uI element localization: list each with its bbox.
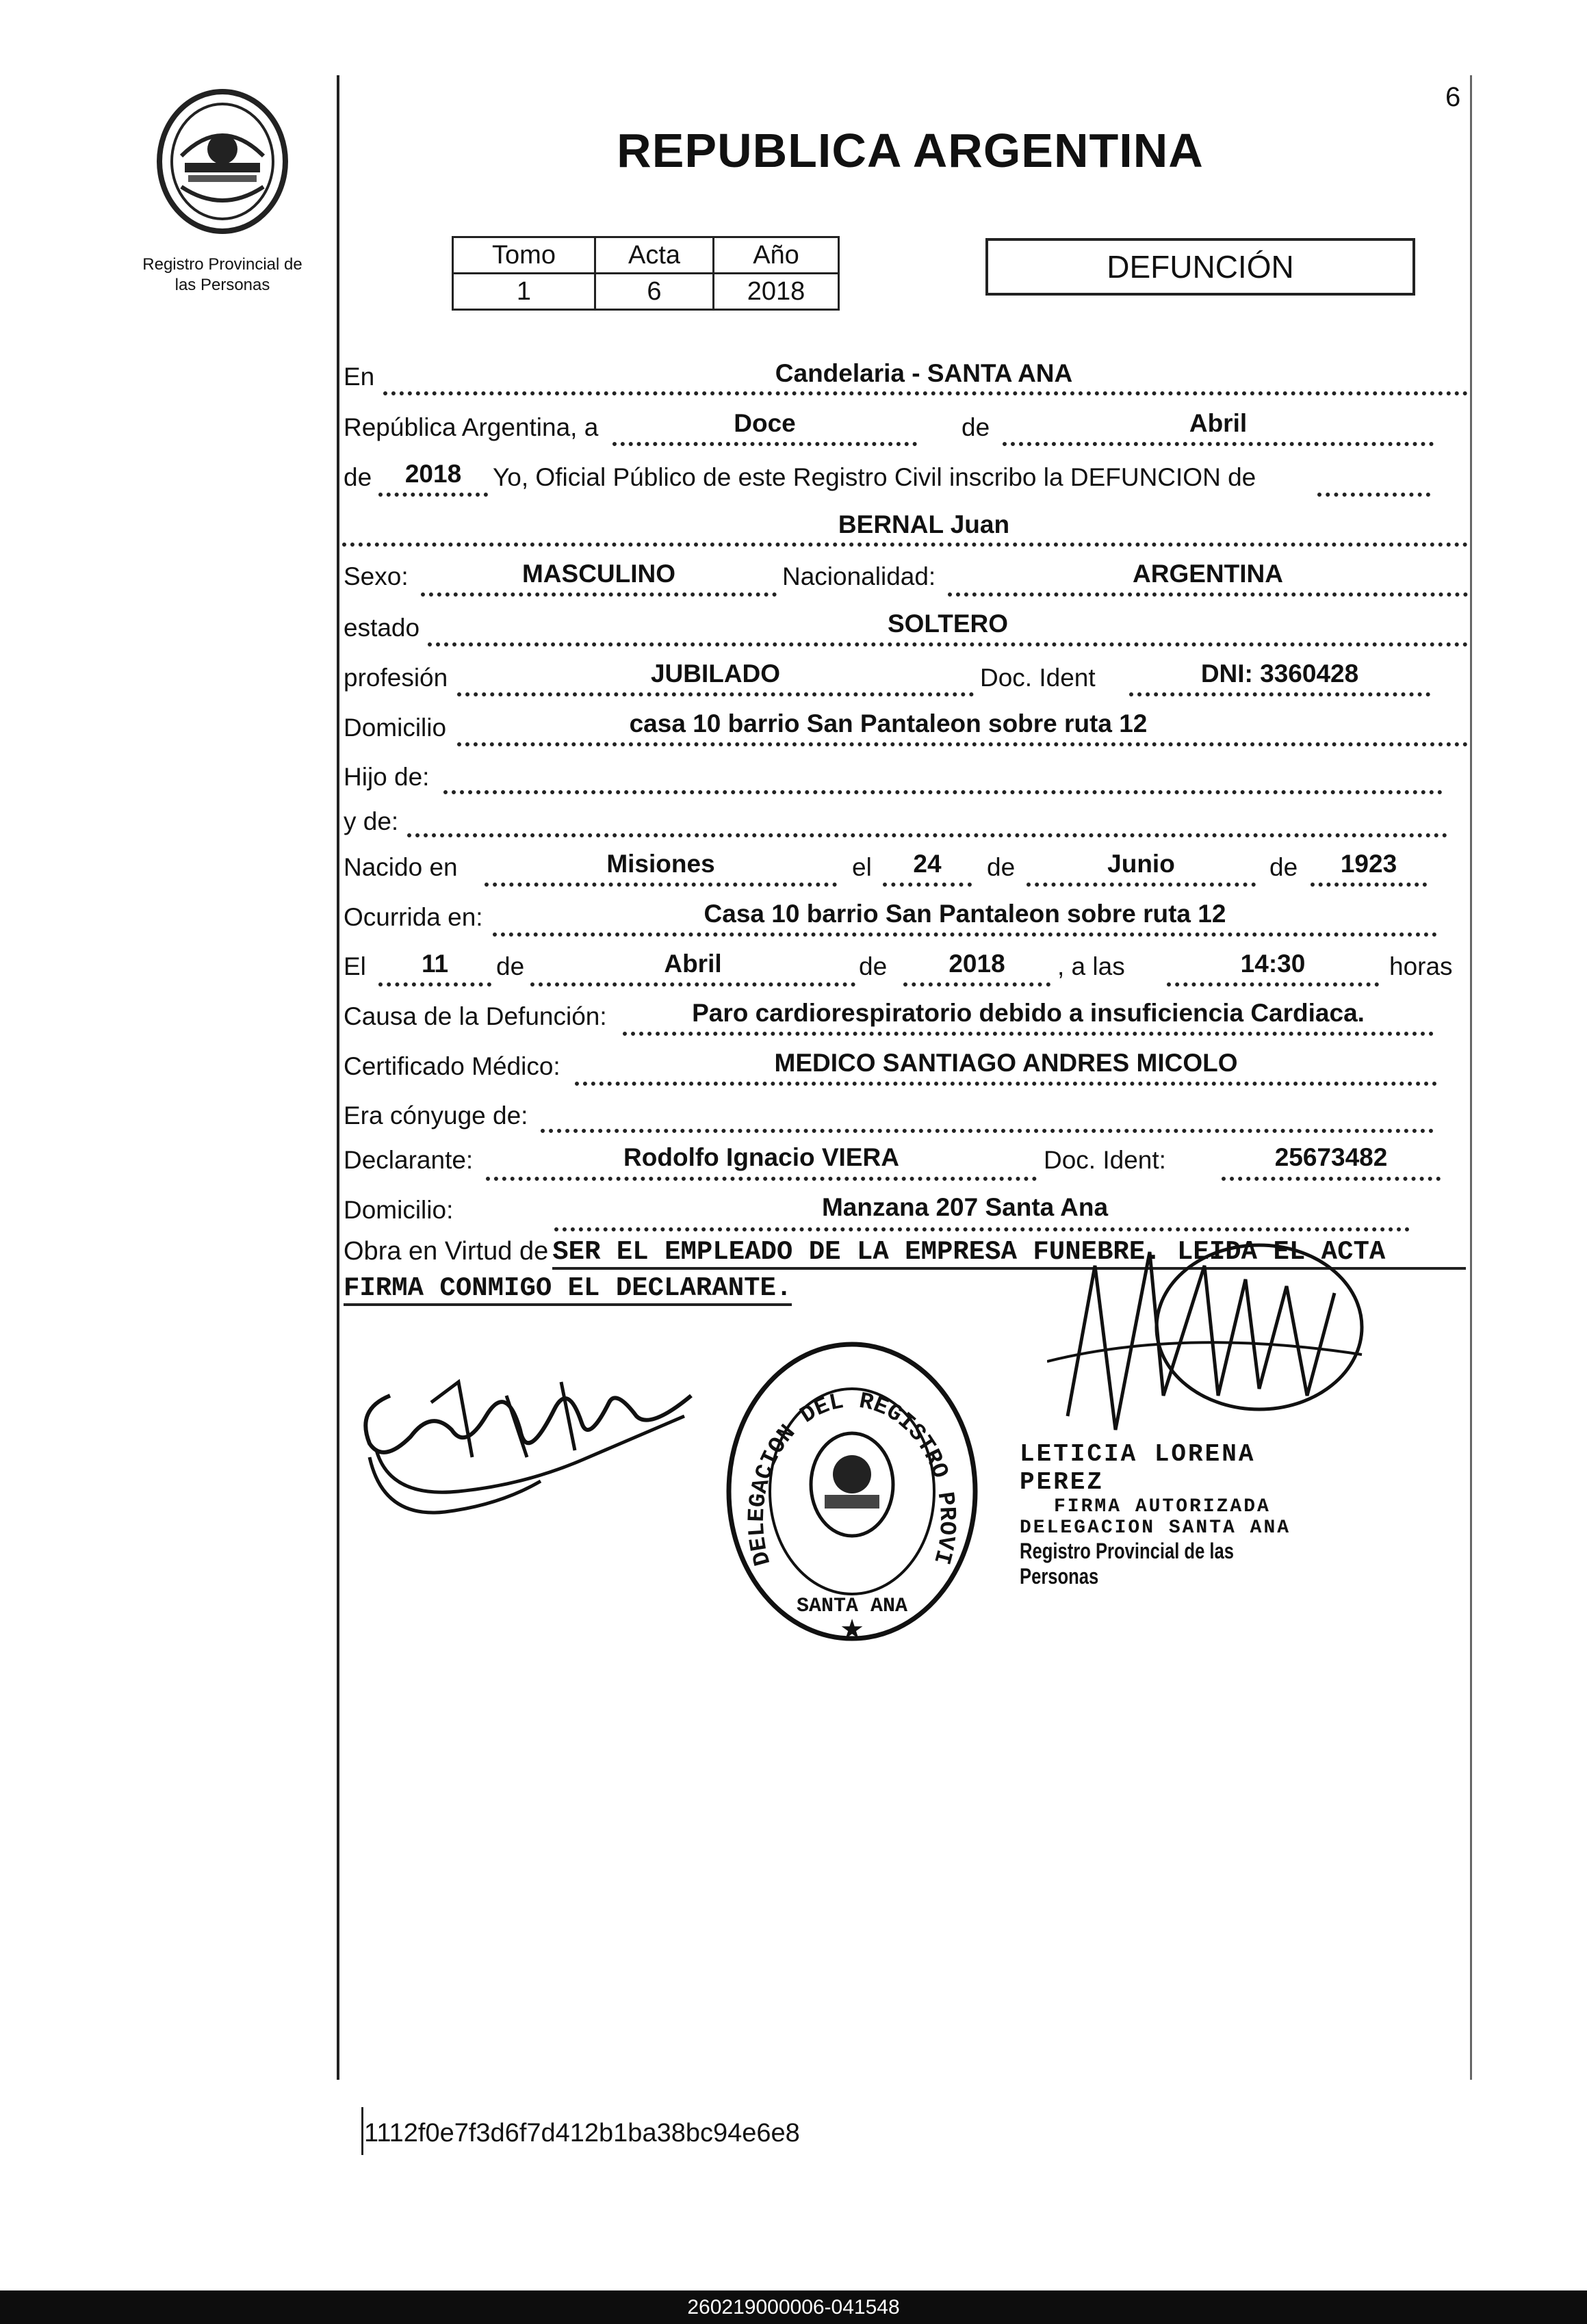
label-causa: Causa de la Defunción: [344, 1002, 607, 1030]
acta-header: Acta [595, 237, 714, 274]
dotted-line [530, 982, 855, 987]
label-de-fmes: de [496, 952, 525, 980]
dotted-line [623, 1032, 1434, 1036]
dotted-line [378, 982, 491, 987]
value-obra-2: FIRMA CONMIGO EL DECLARANTE. [344, 1273, 792, 1306]
value-hora: 14:30 [1240, 950, 1306, 978]
dotted-line [342, 543, 1468, 547]
tomo-value: 1 [453, 274, 595, 310]
dotted-line [1317, 493, 1430, 497]
label-certificado: Certificado Médico: [344, 1052, 560, 1080]
label-horas: horas [1389, 952, 1453, 980]
anio-value: 2018 [714, 274, 839, 310]
value-nacido-mes: Junio [1107, 850, 1175, 878]
official-stamp [1020, 1440, 1348, 1589]
value-domicilio: casa 10 barrio San Pantaleon sobre ruta 12 [629, 709, 1148, 737]
label-hijo-de: Hijo de: [344, 763, 430, 791]
dotted-line [407, 833, 1447, 837]
label-sexo: Sexo: [344, 562, 409, 590]
value-fallecio-anio: 2018 [949, 950, 1005, 978]
acta-value: 6 [595, 274, 714, 310]
dotted-line [948, 592, 1468, 597]
value-sexo: MASCULINO [521, 560, 676, 588]
declarant-signature [349, 1355, 705, 1539]
label-de-fanio: de [859, 952, 888, 980]
label-y-de: y de: [344, 807, 399, 835]
tomo-header: Tomo [453, 237, 595, 274]
dotted-line [541, 1129, 1434, 1133]
province-logo [154, 88, 291, 235]
label-domicilio-decl: Domicilio: [344, 1196, 454, 1224]
value-lugar: Candelaria - SANTA ANA [775, 359, 1073, 387]
value-nacido-dia: 24 [913, 850, 942, 878]
seal-bottom-text: SANTA ANA [796, 1595, 908, 1618]
label-domicilio: Domicilio [344, 714, 447, 742]
value-obra-1: SER EL EMPLEADO DE LA EMPRESA FUNEBRE. LEIDA EL ACTA [552, 1237, 1466, 1270]
official-name: LETICIA LORENA PEREZ [1020, 1440, 1256, 1496]
label-de-mes: de [987, 853, 1016, 881]
dotted-line [443, 790, 1443, 794]
value-ocurrida: Casa 10 barrio San Pantaleon sobre ruta 12 [704, 900, 1226, 928]
page-number: 6 [1445, 82, 1461, 112]
reference-table [452, 236, 840, 311]
official-line2: DELEGACION SANTA ANA [1020, 1517, 1291, 1539]
registry-caption: Registro Provincial de las Personas [142, 255, 302, 294]
footer-bar [0, 2290, 1587, 2324]
value-causa: Paro cardiorespiratorio debido a insuficiencia Cardiaca. [692, 999, 1365, 1027]
dotted-line [383, 391, 1468, 395]
official-line3: Registro Provincial de las Personas [1020, 1539, 1234, 1589]
value-declarante-domicilio: Manzana 207 Santa Ana [821, 1193, 1109, 1221]
label-conyuge: Era cónyuge de: [344, 1101, 528, 1130]
right-margin-line [1470, 75, 1472, 2080]
label-en: En [344, 363, 375, 391]
hash-mark [361, 2107, 363, 2155]
value-declarante-doc: 25673482 [1274, 1143, 1388, 1171]
dotted-line [575, 1082, 1437, 1086]
value-nacionalidad: ARGENTINA [1133, 560, 1283, 588]
dotted-line [1311, 883, 1427, 887]
value-nacido-lugar: Misiones [606, 850, 715, 878]
value-nombre: BERNAL Juan [838, 510, 1010, 538]
label-ocurrida-en: Ocurrida en: [344, 903, 483, 931]
registry-seal [722, 1337, 982, 1645]
svg-text:★: ★ [840, 1615, 864, 1645]
dotted-line [457, 692, 974, 696]
label-doc-ident-decl: Doc. Ident: [1044, 1146, 1166, 1174]
left-margin-line [337, 75, 339, 2080]
anio-header: Año [714, 237, 839, 274]
dotted-line [1222, 1177, 1441, 1181]
record-type-box: DEFUNCIÓN [985, 238, 1415, 296]
label-a-las: , a las [1057, 952, 1125, 980]
value-certificado: MEDICO SANTIAGO ANDRES MICOLO [774, 1049, 1238, 1077]
dotted-line [485, 883, 837, 887]
dotted-line [486, 1177, 1037, 1181]
label-estado: estado [344, 614, 420, 642]
value-fallecio-mes: Abril [664, 950, 722, 978]
dotted-line [378, 493, 488, 497]
dotted-line [612, 442, 917, 446]
label-el-fecha: El [344, 952, 366, 980]
page-title: REPUBLICA ARGENTINA [617, 124, 1204, 177]
dotted-line [493, 932, 1437, 937]
label-nacido-en: Nacido en [344, 853, 458, 881]
dotted-line [428, 642, 1468, 647]
value-declarante: Rodolfo Ignacio VIERA [623, 1143, 899, 1171]
label-yo: Yo, Oficial Público de este Registro Civil inscribo la DEFUNCION de [493, 463, 1256, 491]
dotted-line [883, 883, 972, 887]
label-declarante: Declarante: [344, 1146, 474, 1174]
seal-ring-text: DELEGACION DEL REGISTRO PROVI [744, 1388, 960, 1569]
label-obra: Obra en Virtud de [344, 1237, 549, 1266]
label-de-anio-nac: de [1269, 853, 1298, 881]
value-fallecio-dia: 11 [421, 950, 449, 978]
value-anio: 2018 [404, 460, 462, 488]
label-doc-ident: Doc. Ident [980, 664, 1096, 692]
value-dia: Doce [734, 409, 796, 437]
value-profesion: JUBILADO [650, 660, 781, 688]
label-de: de [962, 413, 990, 441]
dotted-line [1167, 982, 1379, 987]
dotted-line [457, 742, 1468, 746]
value-mes: Abril [1189, 409, 1248, 437]
official-signature [1047, 1225, 1369, 1457]
label-profesion: profesión [344, 664, 448, 692]
value-dni: DNI: 3360428 [1200, 660, 1359, 688]
value-nacido-anio: 1923 [1340, 850, 1397, 878]
footer-code: 260219000006-041548 [687, 2296, 900, 2319]
dotted-line [421, 592, 777, 597]
official-line1: FIRMA AUTORIZADA [1054, 1496, 1271, 1517]
value-estado: SOLTERO [887, 610, 1009, 638]
dotted-line [903, 982, 1050, 987]
dotted-line [1027, 883, 1256, 887]
label-el: el [852, 853, 872, 881]
document-hash: 1112f0e7f3d6f7d412b1ba38bc94e6e8 [364, 2119, 800, 2147]
dotted-line [1129, 692, 1430, 696]
label-nacionalidad: Nacionalidad: [782, 562, 936, 590]
label-de-anio: de [344, 463, 372, 491]
label-republica: República Argentina, a [344, 413, 599, 441]
dotted-line [1003, 442, 1434, 446]
